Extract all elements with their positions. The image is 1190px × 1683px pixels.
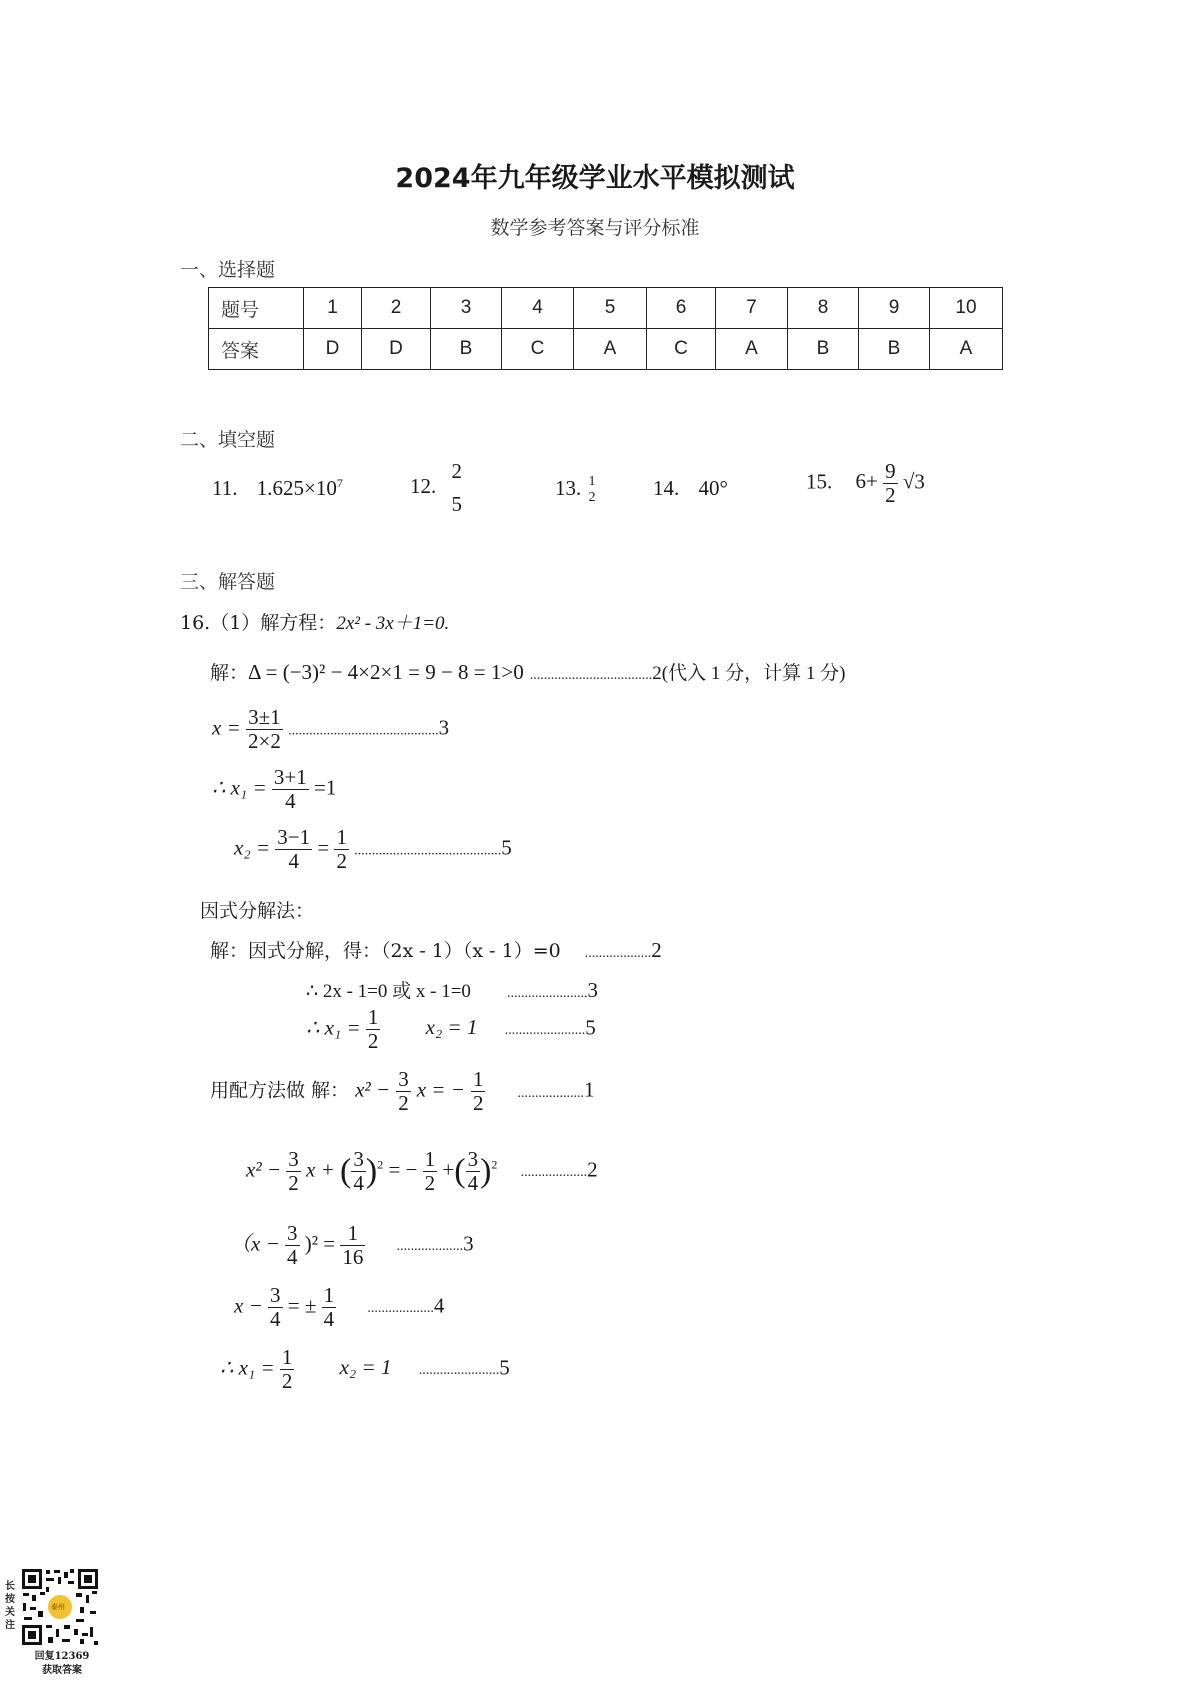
table-cell: 8 xyxy=(788,288,859,329)
score: 2 xyxy=(587,1157,598,1182)
table-row-answers xyxy=(209,329,1003,370)
fraction xyxy=(272,766,309,813)
method2-line3 xyxy=(306,1006,596,1053)
table-cell: D xyxy=(362,329,431,370)
denominator: 2 xyxy=(588,490,596,505)
leader-dots: ................... xyxy=(396,1239,464,1255)
leader-dots: ................................... xyxy=(529,668,653,683)
numerator: 3 xyxy=(288,1147,299,1171)
answer-value: 1.625×10 xyxy=(256,476,337,500)
numerator: 1 xyxy=(472,1067,484,1091)
denominator: 2 xyxy=(398,1091,409,1115)
table-cell: B xyxy=(431,329,502,370)
right-paren: ) xyxy=(480,1152,492,1190)
question-label: 16.（1）解方程： xyxy=(180,612,337,634)
score: 3 xyxy=(587,978,598,1002)
section-heading-choice: 一、选择题 xyxy=(180,259,276,281)
fraction xyxy=(280,1346,295,1393)
row-header-number: 题号 xyxy=(209,288,304,329)
fraction xyxy=(396,1068,411,1115)
leader-dots: ................... xyxy=(517,1085,584,1101)
answer-prefix: 6+ xyxy=(855,469,878,494)
leader-dots: ........................................... xyxy=(288,723,439,739)
leader-dots: ................... xyxy=(367,1301,434,1317)
table-cell: 5 xyxy=(574,288,647,329)
lhs: ∴ x₁ = xyxy=(306,1015,361,1040)
answer-suffix: √3 xyxy=(902,469,925,494)
score: 3 xyxy=(463,1231,474,1256)
question-equation: 2x² - 3x＋1=0. xyxy=(336,613,450,634)
exponent: 2 xyxy=(491,1157,498,1172)
lhs: ∴ x₁ = xyxy=(220,1355,275,1380)
method3-line3 xyxy=(230,1222,474,1269)
leader-dots: .......................................... xyxy=(354,843,502,859)
table-cell: 10 xyxy=(930,288,1003,329)
method2-heading: 因式分解法： xyxy=(200,900,315,922)
score: 2 xyxy=(651,938,662,962)
score: 1 xyxy=(584,1077,595,1102)
fraction xyxy=(334,826,349,873)
method3-line2 xyxy=(246,1148,598,1195)
discriminant-expr: Δ = (−3)² − 4×2×1 = 9 − 8 = 1>0 xyxy=(248,660,524,684)
fraction xyxy=(466,1148,481,1195)
fraction xyxy=(450,460,465,516)
denominator: 5 xyxy=(451,492,462,516)
term: x − xyxy=(234,1293,263,1318)
item-number: 14. xyxy=(653,476,680,500)
leader-dots: ....................... xyxy=(504,1023,586,1039)
fill-answer-11 xyxy=(212,476,343,501)
right-paren: ) xyxy=(365,1152,378,1190)
method1-line2 xyxy=(212,706,449,753)
fraction xyxy=(366,1006,381,1053)
equals: = xyxy=(317,835,330,860)
table-cell: A xyxy=(574,329,647,370)
solution-prefix: 解： xyxy=(210,662,249,684)
method1-line4 xyxy=(234,826,512,873)
table-row-numbers xyxy=(209,288,1003,329)
rhs: x₂ = 1 xyxy=(339,1355,392,1380)
item-number: 11. xyxy=(212,476,238,500)
denominator: 2 xyxy=(281,1369,293,1393)
denominator: 2 xyxy=(367,1029,379,1053)
qr-caption-line1: 回复12369 xyxy=(34,1651,90,1662)
term: x² − xyxy=(355,1077,391,1102)
fraction xyxy=(340,1222,365,1269)
answer-table xyxy=(208,287,1003,370)
denominator: 2 xyxy=(336,849,347,873)
method-label: 用配方法做 解： xyxy=(210,1079,350,1102)
answer-exponent: 7 xyxy=(336,476,343,490)
lhs: x₂ = xyxy=(234,835,271,860)
left-paren: ( xyxy=(340,1152,352,1190)
score: 5 xyxy=(585,1015,596,1040)
term: （x − xyxy=(230,1231,280,1256)
fraction xyxy=(587,474,598,506)
table-cell: 1 xyxy=(304,288,362,329)
leader-dots: ....................... xyxy=(418,1363,500,1379)
rhs: x₂ = 1 xyxy=(425,1015,478,1040)
denominator: 4 xyxy=(285,789,296,813)
qr-logo-text: 泰州 xyxy=(51,1603,65,1611)
denominator: 2×2 xyxy=(248,729,281,753)
table-cell: 3 xyxy=(431,288,502,329)
case-expr: ∴ 2x - 1=0 或 x - 1=0 xyxy=(306,981,471,1002)
method1-line1 xyxy=(210,658,845,685)
numerator: 3±1 xyxy=(246,706,283,730)
table-cell: 4 xyxy=(502,288,574,329)
section-heading-fill: 二、填空题 xyxy=(180,429,276,451)
left-paren: ( xyxy=(454,1152,466,1190)
fraction xyxy=(286,1148,301,1195)
fraction xyxy=(322,1284,337,1331)
numerator: 9 xyxy=(885,459,896,483)
numerator: 3 xyxy=(467,1147,479,1171)
leader-dots: ....................... xyxy=(506,986,588,1001)
fill-answer-13 xyxy=(555,474,598,506)
score: 3 xyxy=(438,715,450,740)
term: x = − xyxy=(416,1077,465,1102)
term: )² = xyxy=(304,1231,336,1256)
item-number: 13. xyxy=(555,475,582,500)
qr-caption-line2: 获取答案 xyxy=(42,1665,82,1676)
lhs: ∴ x₁ = xyxy=(212,775,267,800)
leader-dots: ................... xyxy=(584,946,652,961)
fraction xyxy=(883,460,898,507)
factor-expr: 解：因式分解，得：（2x - 1）（x - 1）=0 xyxy=(210,940,561,962)
numerator: 3 xyxy=(353,1147,364,1171)
score: 5 xyxy=(499,1355,510,1380)
numerator: 3−1 xyxy=(277,825,311,849)
denominator: 2 xyxy=(288,1171,299,1195)
page-title: 2024年九年级学业水平模拟测试 xyxy=(395,163,795,194)
table-cell: A xyxy=(716,329,788,370)
denominator: 4 xyxy=(287,1245,298,1269)
question-16-stem xyxy=(180,608,449,635)
numerator: 1 xyxy=(367,1005,379,1029)
numerator: 1 xyxy=(588,474,596,489)
fraction xyxy=(275,826,312,873)
answer-value: 40° xyxy=(698,476,728,500)
leader-dots: ................... xyxy=(520,1165,588,1181)
numerator: 1 xyxy=(340,1222,365,1246)
item-number: 15. xyxy=(806,469,833,494)
table-cell: C xyxy=(647,329,716,370)
numerator: 3 xyxy=(287,1221,298,1245)
denominator: 16 xyxy=(342,1245,364,1269)
denominator: 2 xyxy=(472,1091,484,1115)
fraction xyxy=(471,1068,486,1115)
score: 4 xyxy=(433,1293,445,1318)
fraction xyxy=(268,1284,283,1331)
table-cell: 9 xyxy=(859,288,930,329)
method1-line3 xyxy=(212,766,336,813)
table-cell: 7 xyxy=(716,288,788,329)
table-cell: B xyxy=(859,329,930,370)
fraction xyxy=(285,1222,300,1269)
qr-side-text: 长按关注 xyxy=(5,1581,15,1631)
method3-line5 xyxy=(220,1346,510,1393)
numerator: 3 xyxy=(398,1067,409,1091)
score-note: 2(代入 1 分，计算 1 分) xyxy=(652,663,846,684)
term: = − xyxy=(388,1157,418,1182)
rhs: =1 xyxy=(314,775,337,800)
lhs: x = xyxy=(212,715,241,740)
numerator: 1 xyxy=(281,1345,293,1369)
numerator: 2 xyxy=(451,459,462,483)
term: = ± xyxy=(287,1293,317,1318)
table-cell: A xyxy=(930,329,1003,370)
row-header-answer: 答案 xyxy=(209,329,304,370)
method2-line1 xyxy=(210,936,662,963)
score: 5 xyxy=(501,835,512,860)
numerator: 3 xyxy=(270,1283,281,1307)
method3-line4 xyxy=(234,1284,444,1331)
fill-answer-15 xyxy=(806,460,925,507)
table-cell: 6 xyxy=(647,288,716,329)
table-cell: D xyxy=(304,329,362,370)
denominator: 2 xyxy=(424,1171,436,1195)
term: x² − xyxy=(246,1157,282,1182)
denominator: 4 xyxy=(353,1171,364,1195)
table-cell: 2 xyxy=(362,288,431,329)
fill-answer-12 xyxy=(410,460,464,516)
item-number: 12. xyxy=(410,473,437,498)
qr-code[interactable] xyxy=(20,1567,100,1647)
term: x + xyxy=(306,1157,335,1182)
denominator: 4 xyxy=(270,1307,281,1331)
fraction xyxy=(246,706,283,753)
fraction xyxy=(351,1148,366,1195)
table-cell: C xyxy=(502,329,574,370)
method3-line1 xyxy=(210,1068,595,1115)
term: + xyxy=(442,1157,455,1182)
numerator: 3+1 xyxy=(273,765,307,789)
method2-line2 xyxy=(306,976,598,1003)
fill-answer-14 xyxy=(653,476,728,501)
exponent: 2 xyxy=(377,1157,384,1172)
denominator: 4 xyxy=(467,1171,479,1195)
denominator: 2 xyxy=(885,483,896,507)
denominator: 4 xyxy=(288,849,299,873)
page-subtitle: 数学参考答案与评分标准 xyxy=(490,217,700,239)
numerator: 1 xyxy=(336,825,347,849)
numerator: 1 xyxy=(323,1283,335,1307)
section-heading-solve: 三、解答题 xyxy=(180,571,276,593)
numerator: 1 xyxy=(424,1147,436,1171)
table-cell: B xyxy=(788,329,859,370)
denominator: 4 xyxy=(323,1307,335,1331)
fraction xyxy=(423,1148,438,1195)
